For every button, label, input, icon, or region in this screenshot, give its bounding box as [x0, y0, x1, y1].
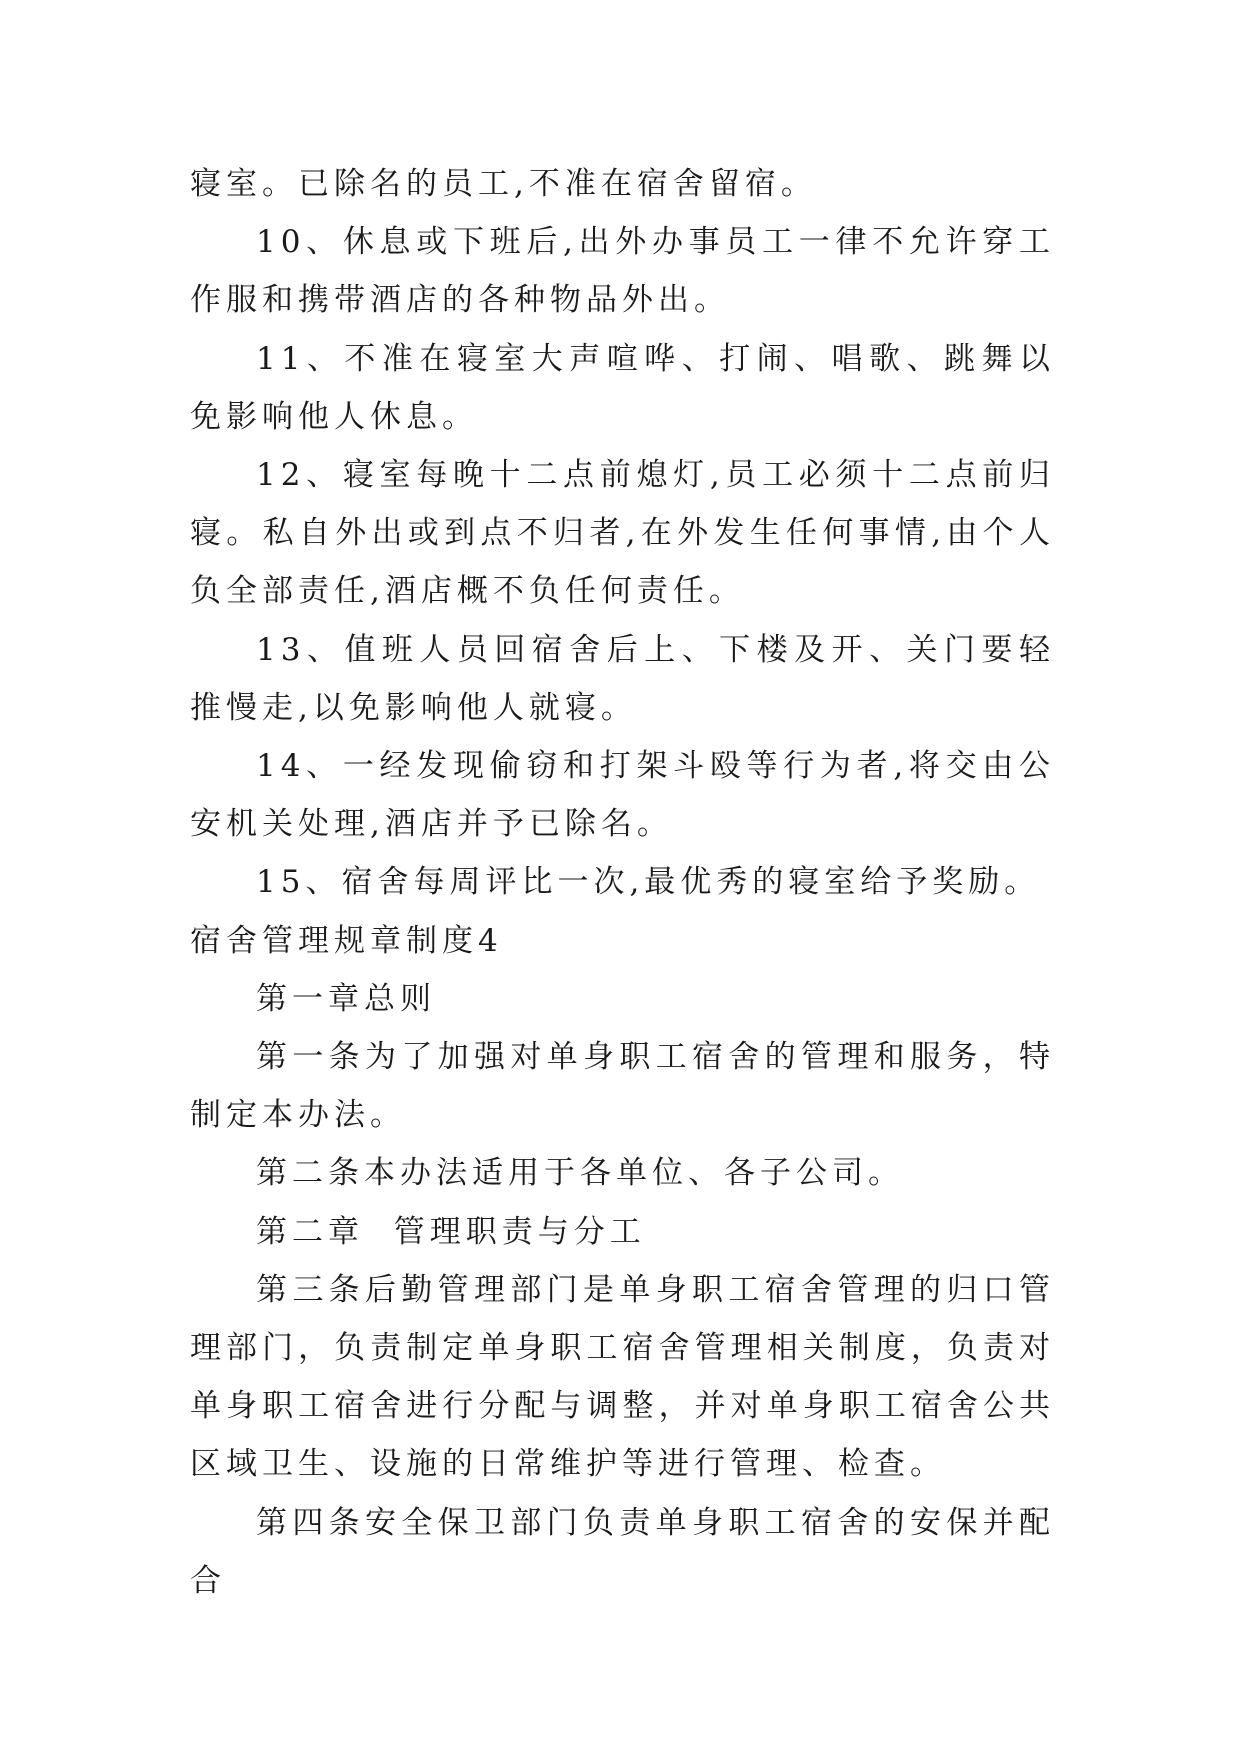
paragraph-5: 13、值班人员回宿舍后上、下楼及开、关门要轻推慢走,以免影响他人就寝。 — [190, 631, 1055, 726]
paragraph-article-3: 第三条后勤管理部门是单身职工宿舍管理的归口管理部门，负责制定单身职工宿舍管理相关制度，负责对单身职工宿舍进行分配与调整，并对单身职工宿舍公共区域卫生、设施的日常维护等进行管理、检查。 — [190, 1271, 1055, 1483]
section-heading: 宿舍管理规章制度4 — [190, 922, 503, 959]
chapter-heading-2: 第二章 管理职责与分工 — [256, 1213, 646, 1250]
paragraph-1: 寝室。已除名的员工,不准在宿舍留宿。 — [190, 166, 817, 202]
paragraph-article-2: 第二条本办法适用于各单位、各子公司。 — [256, 1155, 904, 1192]
paragraph-6: 14、一经发现偷窃和打架斗殴等行为者,将交由公安机关处理,酒店并予已除名。 — [190, 748, 1055, 843]
paragraph-3: 11、不准在寝室大声喧哗、打闹、唱歌、跳舞以免影响他人休息。 — [190, 340, 1055, 435]
paragraph-2: 10、休息或下班后,出外办事员工一律不允许穿工作服和携带酒店的各种物品外出。 — [190, 224, 1055, 319]
paragraph-article-4: 第四条安全保卫部门负责单身职工宿舍的安保并配合 — [190, 1504, 1055, 1599]
paragraph-article-1: 第一条为了加强对单身职工宿舍的管理和服务，特制定本办法。 — [190, 1039, 1055, 1134]
paragraph-7: 15、宿舍每周评比一次,最优秀的寝室给予奖励。 — [256, 864, 1041, 901]
paragraph-4: 12、寝室每晚十二点前熄灯,员工必须十二点前归寝。私自外出或到点不归者,在外发生任何事情,由个人负全部责任,酒店概不负任何责任。 — [190, 457, 1055, 610]
document-body — [190, 155, 1055, 1610]
chapter-heading-1: 第一章总则 — [256, 980, 436, 1017]
